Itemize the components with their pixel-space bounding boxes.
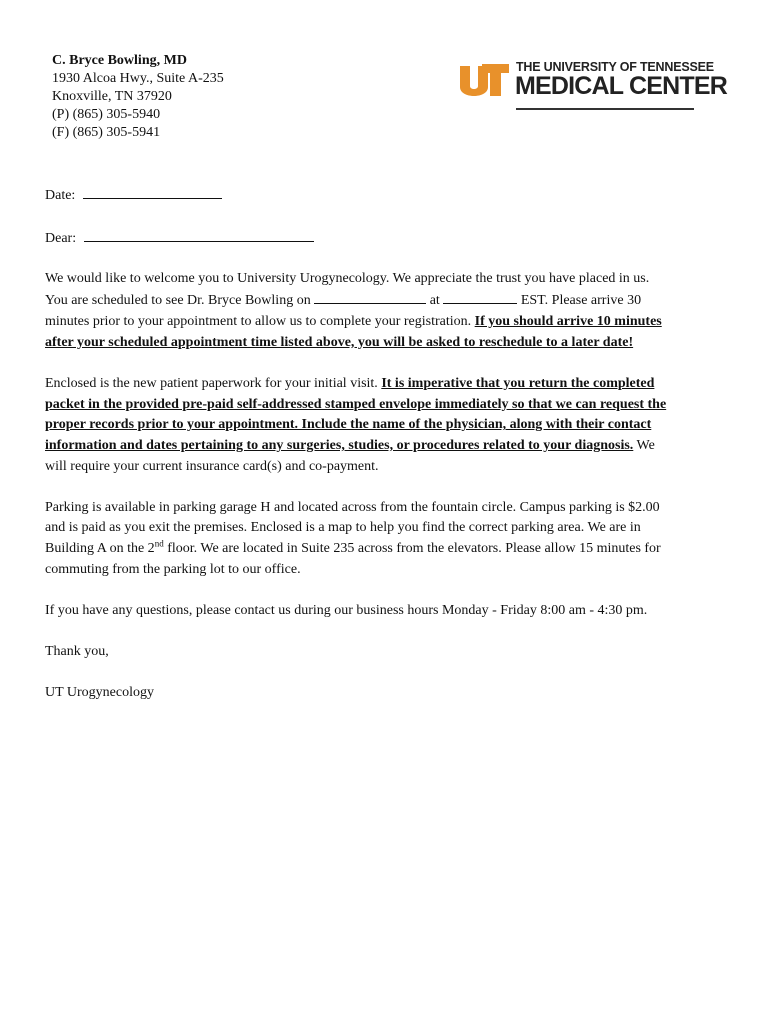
paragraph-line [45,539,725,560]
ut-logo-icon [458,62,510,98]
schedule-est-text: EST. Please arrive 30 [520,293,642,309]
paragraph-line: Parking is available in parking garage H and located across from the fountain circle. Campus parking is $2.00 [45,499,660,515]
paragraph-line [45,374,725,395]
letter-body [45,184,725,724]
appointment-date-blank[interactable] [314,289,426,304]
schedule-text: You are scheduled to see Dr. Bryce Bowling on [45,293,311,309]
building-text: Building A on the 2 [45,541,155,557]
date-blank[interactable] [83,184,222,199]
schedule-at-text: at [429,293,440,309]
welcome-paragraph [45,269,725,354]
paragraph-line: We would like to welcome you to University Urogynecology. We appreciate the trust you have placed in us. [45,270,650,286]
logo-divider [516,108,694,110]
closing-signature: UT Urogynecology [45,684,154,700]
insurance-text: We [636,437,655,453]
registration-text: minutes prior to your appointment to allow us to complete your registration. [45,314,472,330]
paperwork-paragraph [45,374,725,478]
paperwork-imperative-cont: packet in the provided pre-paid self-addressed stamped envelope immediately so that we can request the [45,396,667,412]
appointment-time-blank[interactable] [443,289,517,304]
paragraph-line [45,436,725,457]
paperwork-imperative-cont: proper records prior to your appointment. Include the name of the physician, along with their contact [45,417,652,433]
parking-paragraph [45,498,725,581]
paragraph-line: commuting from the parking lot to our office. [45,561,301,577]
logo-medical-center-text: MEDICAL CENTER [515,72,727,100]
ut-medical-center-logo [458,60,727,112]
late-arrival-warning: If you should arrive 10 minutes [474,314,662,330]
closing-thanks: Thank you, [45,643,109,659]
dear-field [45,227,725,250]
late-arrival-warning-cont: after your scheduled appointment time listed above, you will be asked to reschedule to a later date! [45,334,634,350]
date-field [45,184,725,207]
paragraph-line [45,289,725,312]
phone-number: (P) (865) 305-5940 [52,107,161,122]
logo-university-text: THE UNIVERSITY OF TENNESSEE [516,60,714,74]
date-label: Date: [45,188,76,203]
paragraph-line [45,312,725,333]
address-line-2: Knoxville, TN 37920 [52,89,172,104]
address-line-1: 1930 Alcoa Hwy., Suite A-235 [52,71,224,86]
physician-name: C. Bryce Bowling, MD [52,53,187,68]
questions-paragraph [45,601,725,622]
paperwork-imperative: It is imperative that you return the completed [381,375,655,391]
suite-text: floor. We are located in Suite 235 across from the elevators. Please allow 15 minutes for [163,541,661,557]
paperwork-text: Enclosed is the new patient paperwork for your initial visit. [45,375,378,391]
ordinal-suffix: nd [154,538,164,549]
letterhead [52,52,224,142]
paperwork-imperative-cont: information and dates pertaining to any surgeries, studies, or procedures related to your diagnosis. [45,437,634,453]
fax-number: (F) (865) 305-5941 [52,125,161,140]
dear-label: Dear: [45,231,77,246]
paragraph-line: If you have any questions, please contact us during our business hours Monday - Friday 8:00 am - 4:30 pm. [45,602,648,618]
insurance-text-cont: will require your current insurance card(s) and co-payment. [45,458,379,474]
paragraph-line: and is paid as you exit the premises. Enclosed is a map to help you find the correct parking area. We are in [45,520,641,536]
dear-blank[interactable] [84,227,314,242]
